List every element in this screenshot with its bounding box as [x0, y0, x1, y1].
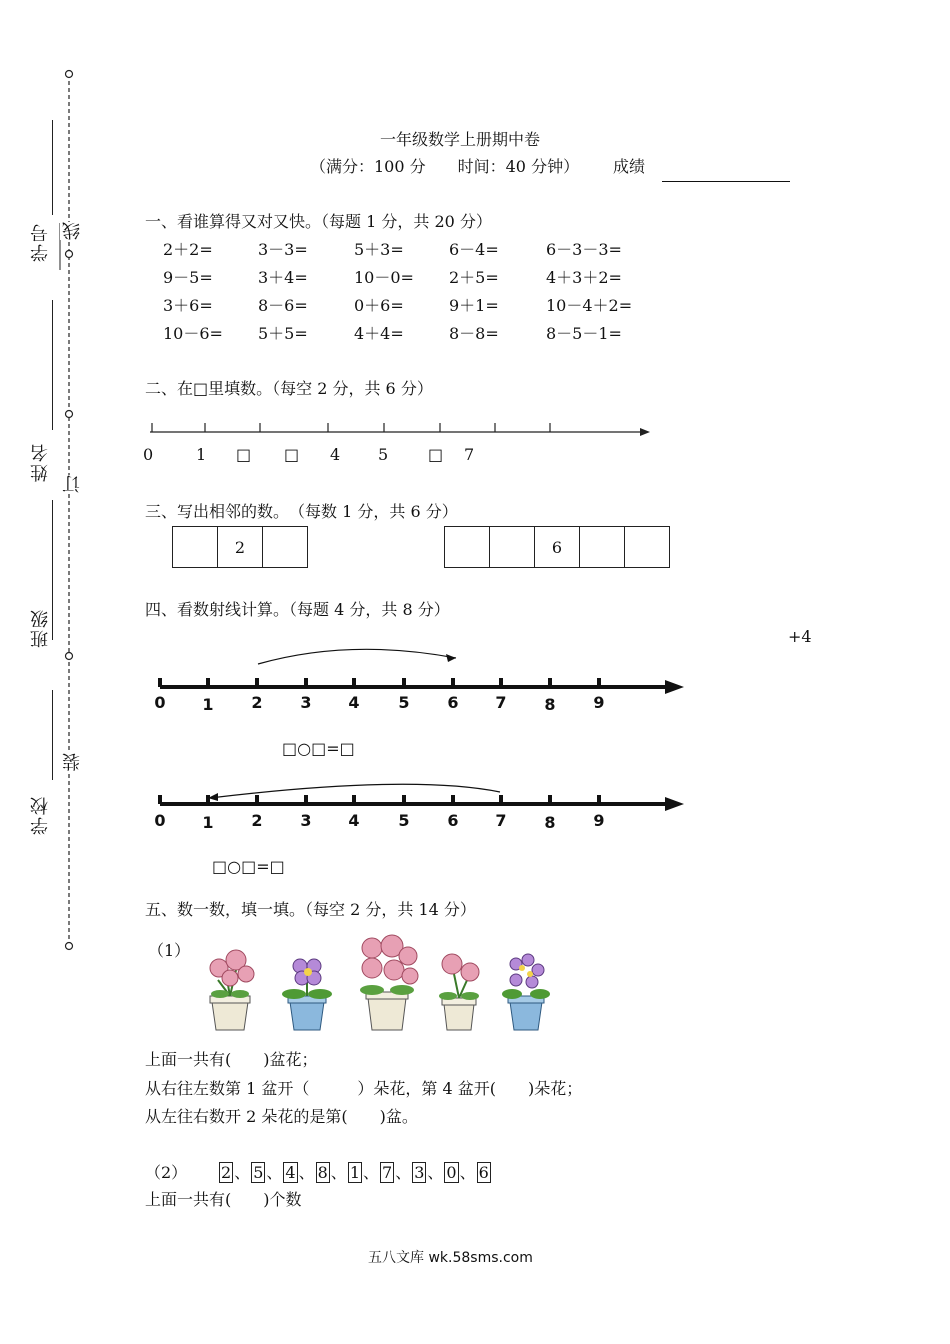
ray-tick-label: 6: [447, 693, 459, 712]
question-4: 上面一共有( )个数: [145, 1190, 302, 1209]
number-ray-2: [150, 770, 690, 840]
ray-tick-label: 9: [593, 811, 605, 830]
number-line-label: 4: [330, 445, 341, 464]
student-id-blank[interactable]: [52, 120, 53, 215]
ray-tick-label: 1: [202, 813, 214, 832]
ray-tick-label: 1: [202, 695, 214, 714]
ray-tick-label: 7: [495, 693, 507, 712]
cell[interactable]: [263, 527, 307, 567]
cell[interactable]: [173, 527, 218, 567]
footer-watermark: 五八文库 wk.58sms.com: [368, 1250, 533, 1266]
boxed-digit: 1: [349, 1163, 360, 1182]
number-line-label: 5: [378, 445, 389, 464]
equation-2[interactable]: □○□=□: [212, 857, 285, 876]
name-blank[interactable]: [52, 300, 53, 430]
separator: 、: [298, 1163, 315, 1182]
school-blank[interactable]: [52, 690, 53, 780]
ray-tick-label: 4: [348, 693, 360, 712]
neighbor-cells-left: [172, 526, 308, 568]
ray-tick-label: 4: [348, 811, 360, 830]
separator: 、: [266, 1163, 283, 1182]
number-line-label[interactable]: □: [284, 445, 300, 464]
flower-pots: [200, 930, 560, 1035]
boxed-digit: 7: [382, 1163, 393, 1182]
ray-tick-label: 5: [398, 693, 410, 712]
page-subtitle: （满分：100 分 时间：40 分钟）: [310, 157, 580, 176]
arithmetic-problem[interactable]: 10－4＋2=: [546, 296, 633, 315]
boxed-digit: 0: [446, 1163, 457, 1182]
arithmetic-problem[interactable]: 3＋6=: [163, 296, 213, 315]
equation-1[interactable]: □○□=□: [282, 739, 355, 758]
question-1: 上面一共有( )盆花；: [145, 1050, 318, 1069]
boxed-digit: 2: [221, 1163, 232, 1182]
ray-tick-label: 0: [154, 693, 166, 712]
arithmetic-problem[interactable]: 9－5=: [163, 268, 213, 287]
separator: 、: [459, 1163, 476, 1182]
arithmetic-problem[interactable]: 10－6=: [163, 324, 223, 343]
question-2: 从右往左数第 1 盆开（ ）朵花，第 4 盆开( )朵花；: [145, 1079, 583, 1098]
arithmetic-problem[interactable]: 10－0=: [354, 268, 414, 287]
label-school: 学校: [30, 795, 51, 835]
arithmetic-problem[interactable]: 6－3－3=: [546, 240, 622, 259]
section2-title: 二、在□里填数。（每空 2 分，共 6 分）: [145, 379, 433, 398]
section1-title: 一、看谁算得又对又快。（每题 1 分，共 20 分）: [145, 212, 492, 231]
section4-title: 四、看数射线计算。（每题 4 分，共 8 分）: [145, 600, 450, 619]
arithmetic-problem[interactable]: 5＋3=: [354, 240, 404, 259]
word-staple: 装: [60, 753, 86, 771]
plus-four-label: +4: [788, 627, 812, 646]
cell: 6: [535, 527, 580, 567]
part2-label: （2）: [145, 1163, 188, 1182]
ray-tick-label: 7: [495, 811, 507, 830]
ray-tick-label: 6: [447, 811, 459, 830]
ray-tick-label: 8: [544, 813, 556, 832]
boxed-digit: 8: [317, 1163, 328, 1182]
question-3: 从左往右数开 2 朵花的是第( )盆。: [145, 1107, 418, 1126]
number-line-ruler: [140, 418, 660, 442]
cell: 2: [218, 527, 263, 567]
number-line-label[interactable]: □: [236, 445, 252, 464]
cell[interactable]: [580, 527, 625, 567]
ray-tick-label: 2: [251, 811, 263, 830]
arithmetic-problem[interactable]: 3－3=: [258, 240, 308, 259]
arithmetic-problem[interactable]: 8－8=: [449, 324, 499, 343]
page-title: 一年级数学上册期中卷: [380, 130, 541, 149]
arithmetic-problem[interactable]: 4＋3＋2=: [546, 268, 622, 287]
neighbor-cells-right: [444, 526, 670, 568]
arithmetic-problem[interactable]: 3＋4=: [258, 268, 308, 287]
boxed-digit: 3: [414, 1163, 425, 1182]
separator: 、: [363, 1163, 380, 1182]
score-label: 成绩: [613, 157, 646, 176]
label-class: 班级: [30, 608, 51, 648]
separator: 、: [395, 1163, 412, 1182]
arithmetic-problem[interactable]: 5＋5=: [258, 324, 308, 343]
separator: 、: [427, 1163, 444, 1182]
number-line-label: 1: [196, 445, 207, 464]
arithmetic-problem[interactable]: 6－4=: [449, 240, 499, 259]
arithmetic-problem[interactable]: 8－6=: [258, 296, 308, 315]
ray-tick-label: 3: [300, 693, 312, 712]
section5-title: 五、数一数，填一填。（每空 2 分，共 14 分）: [145, 900, 476, 919]
ray-tick-label: 8: [544, 695, 556, 714]
ray-tick-label: 2: [251, 693, 263, 712]
boxed-digit: 5: [253, 1163, 264, 1182]
arithmetic-problem[interactable]: 0＋6=: [354, 296, 404, 315]
ray-tick-label: 3: [300, 811, 312, 830]
arithmetic-problem[interactable]: 2＋5=: [449, 268, 499, 287]
ray-tick-label: 0: [154, 811, 166, 830]
cell[interactable]: [445, 527, 490, 567]
arithmetic-problem[interactable]: 4＋4=: [354, 324, 404, 343]
section3-title: 三、写出相邻的数。 （每数 1 分，共 6 分）: [145, 502, 458, 521]
arithmetic-problem[interactable]: 2＋2=: [163, 240, 213, 259]
boxed-digit: 4: [285, 1163, 296, 1182]
binding-line: [55, 60, 85, 960]
arithmetic-problem[interactable]: 8－5－1=: [546, 324, 622, 343]
separator: 、: [234, 1163, 251, 1182]
ray-tick-label: 5: [398, 811, 410, 830]
word-line: 线: [60, 222, 86, 240]
cell[interactable]: [490, 527, 535, 567]
part1-label: （1）: [148, 941, 191, 960]
ray-tick-label: 9: [593, 693, 605, 712]
arithmetic-problem[interactable]: 9＋1=: [449, 296, 499, 315]
number-line-label: 7: [464, 445, 475, 464]
digit-sequence: [218, 1160, 492, 1183]
number-line-label[interactable]: □: [428, 445, 444, 464]
boxed-digit: 6: [478, 1163, 489, 1182]
number-line-label: 0: [143, 445, 154, 464]
separator: 、: [330, 1163, 347, 1182]
label-name: 姓名: [30, 442, 51, 482]
cell[interactable]: [625, 527, 669, 567]
score-blank[interactable]: [662, 181, 790, 182]
label-student-id: 学号: [30, 222, 51, 262]
number-ray-1: [150, 640, 690, 720]
word-bind: 订: [60, 475, 86, 493]
